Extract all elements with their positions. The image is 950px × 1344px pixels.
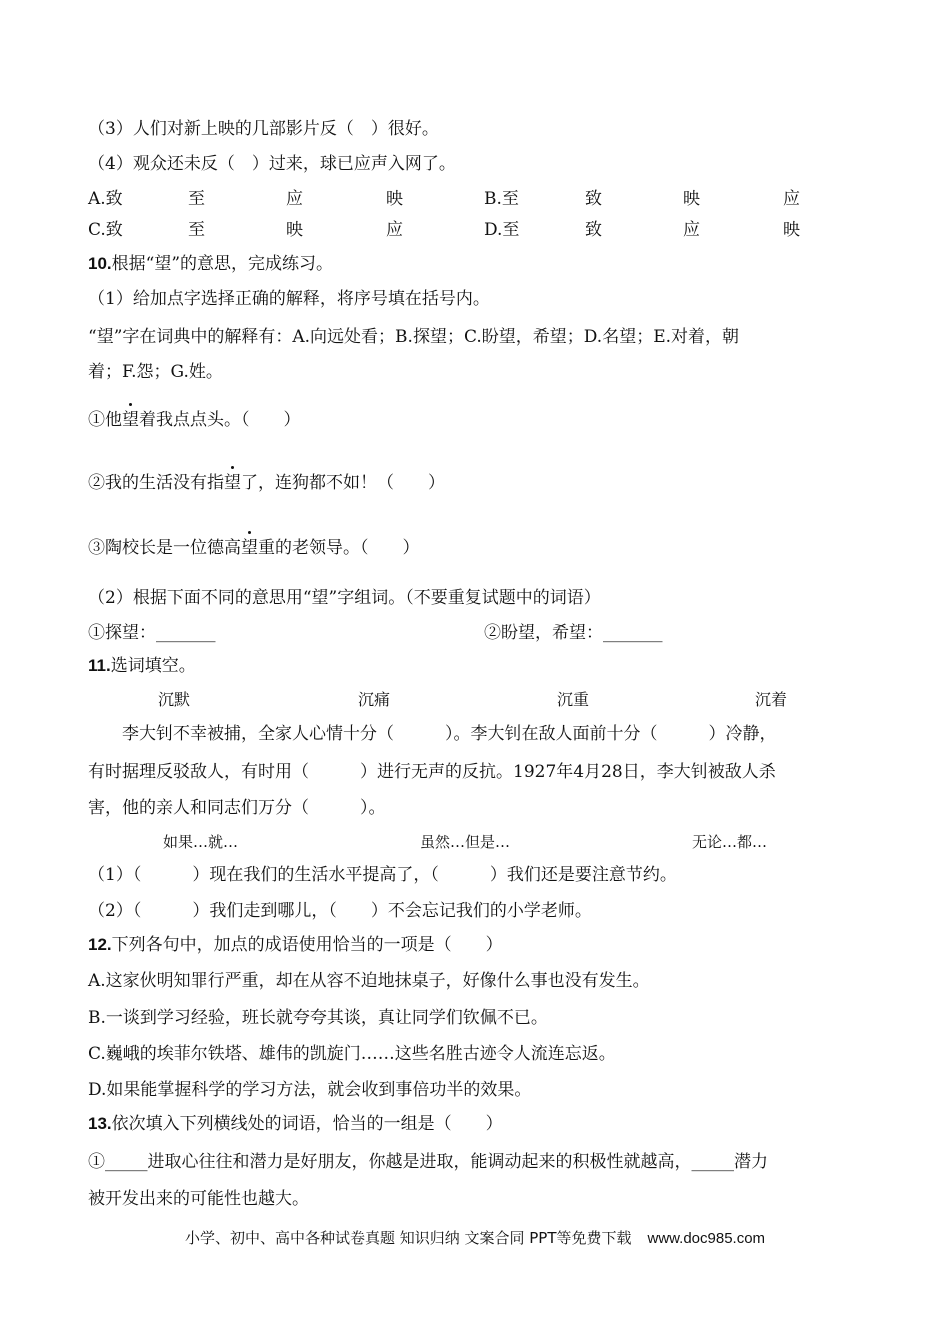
q10-sentence-3 (88, 537, 420, 559)
q13-title: 依次填入下列横线处的词语，恰当的一组是（ ） (111, 1114, 503, 1134)
q9-option-b-2: 映 (683, 189, 700, 209)
footer-text: 小学、初中、高中各种试卷真题 知识归纳 文案合同 PPT等免费下载 (184, 1229, 632, 1247)
q13-line-1: ①_____进取心往往和潜力是好朋友，你越是进取，能调动起来的积极性就越高，_____潜力 (88, 1152, 768, 1172)
q10-s3-pre: ③陶校长是一位德高 (88, 538, 241, 558)
q11-word-1: 沉默 (158, 690, 191, 709)
q9-option-c-3: 应 (386, 220, 403, 240)
q11-word-3: 沉重 (557, 690, 590, 709)
q12-heading (88, 934, 503, 956)
q10-answer-2: ②盼望，希望：_______ (484, 623, 663, 643)
q12-option-b: B.一谈到学习经验，班长就夸夸其谈，真让同学们钦佩不已。 (88, 1008, 548, 1028)
q9-option-a-2: 应 (286, 189, 303, 209)
q9-option-a-label: A.致 (88, 189, 123, 209)
page-footer (0, 1227, 950, 1248)
q9-option-c-2: 映 (286, 220, 303, 240)
q11-word-2: 沉痛 (358, 690, 391, 709)
q10-sentence-1 (88, 409, 301, 431)
q10-s2-post: 了，连狗都不如！（ ） (241, 473, 445, 493)
q10-definitions-line2: 着；F.怨；G.姓。 (88, 362, 223, 382)
q13-heading (88, 1113, 503, 1135)
q9-option-c-1: 至 (188, 220, 205, 240)
q10-heading (88, 253, 333, 275)
q9-option-a-3: 映 (386, 189, 403, 209)
q11-paragraph-line2: 有时据理反驳敌人，有时用（ ）进行无声的反抗。1927年4月28日，李大钊被敌人杀 (88, 762, 776, 782)
q10-sub1: （1）给加点字选择正确的解释，将序号填在括号内。 (88, 289, 490, 309)
q11-conj-2: 虽然…但是… (420, 833, 511, 851)
q10-s2-pre: ②我的生活没有指 (88, 473, 224, 493)
q9-option-d-1: 致 (585, 220, 602, 240)
q10-s3-post: 重的老领导。（ ） (258, 538, 420, 558)
q9-option-b-label: B.至 (484, 189, 519, 209)
q9-option-d-label: D.至 (484, 220, 520, 240)
q12-title: 下列各句中，加点的成语使用恰当的一项是（ ） (111, 935, 503, 955)
q11-paragraph-line1: 李大钊不幸被捕，全家人心情十分（ ）。李大钊在敌人面前十分（ ）冷静， (122, 724, 777, 744)
q11-number: 11. (88, 656, 111, 675)
q10-s2-dotted-char: 望 (224, 473, 241, 493)
q11-paragraph-line3: 害，他的亲人和同志们万分（ ）。 (88, 798, 386, 818)
q10-s1-post: 着我点点头。（ ） (139, 410, 301, 430)
q9-option-b-3: 应 (783, 189, 800, 209)
q9-item-4: （4）观众还未反（ ）过来，球已应声入网了。 (88, 154, 456, 174)
q13-line-2: 被开发出来的可能性也越大。 (88, 1189, 309, 1209)
q11-title: 选词填空。 (110, 656, 196, 676)
q12-option-d: D.如果能掌握科学的学习方法，就会收到事倍功半的效果。 (88, 1080, 532, 1100)
footer-url[interactable]: www.doc985.com (647, 1230, 766, 1247)
q11-sentence-1: （1）（ ）现在我们的生活水平提高了，（ ）我们还是要注意节约。 (88, 865, 677, 885)
q9-option-b-1: 致 (585, 189, 602, 209)
q10-sentence-2 (88, 472, 445, 494)
q11-word-4: 沉着 (755, 690, 788, 709)
q10-s3-dotted-char: 望 (241, 538, 258, 558)
q9-option-a-1: 至 (188, 189, 205, 209)
q10-answer-1: ①探望：_______ (88, 623, 216, 643)
q10-definitions-line1: “望”字在词典中的解释有：A.向远处看；B.探望；C.盼望，希望；D.名望；E.对着，朝 (88, 327, 740, 347)
q11-heading (88, 655, 196, 677)
q11-conj-3: 无论…都… (692, 833, 768, 851)
q10-s1-dotted-char: 望 (122, 410, 139, 430)
q13-number: 13. (88, 1114, 112, 1133)
q10-title: 根据“望”的意思，完成练习。 (111, 254, 334, 274)
q12-option-c: C.巍峨的埃菲尔铁塔、雄伟的凯旋门……这些名胜古迹令人流连忘返。 (88, 1044, 616, 1064)
q11-conj-1: 如果…就… (163, 833, 239, 851)
q9-option-c-label: C.致 (88, 220, 123, 240)
q9-option-d-2: 应 (683, 220, 700, 240)
q12-number: 12. (88, 935, 112, 954)
q9-item-3: （3）人们对新上映的几部影片反（ ）很好。 (88, 119, 439, 139)
q9-option-d-3: 映 (783, 220, 800, 240)
q11-sentence-2: （2）（ ）我们走到哪儿，（ ）不会忘记我们的小学老师。 (88, 901, 592, 921)
q10-s1-pre: ①他 (88, 410, 122, 430)
q10-sub2: （2）根据下面不同的意思用“望”字组词。（不要重复试题中的词语） (88, 588, 601, 608)
q10-number: 10. (88, 254, 112, 273)
q12-option-a: A.这家伙明知罪行严重，却在从容不迫地抹桌子，好像什么事也没有发生。 (88, 971, 650, 991)
